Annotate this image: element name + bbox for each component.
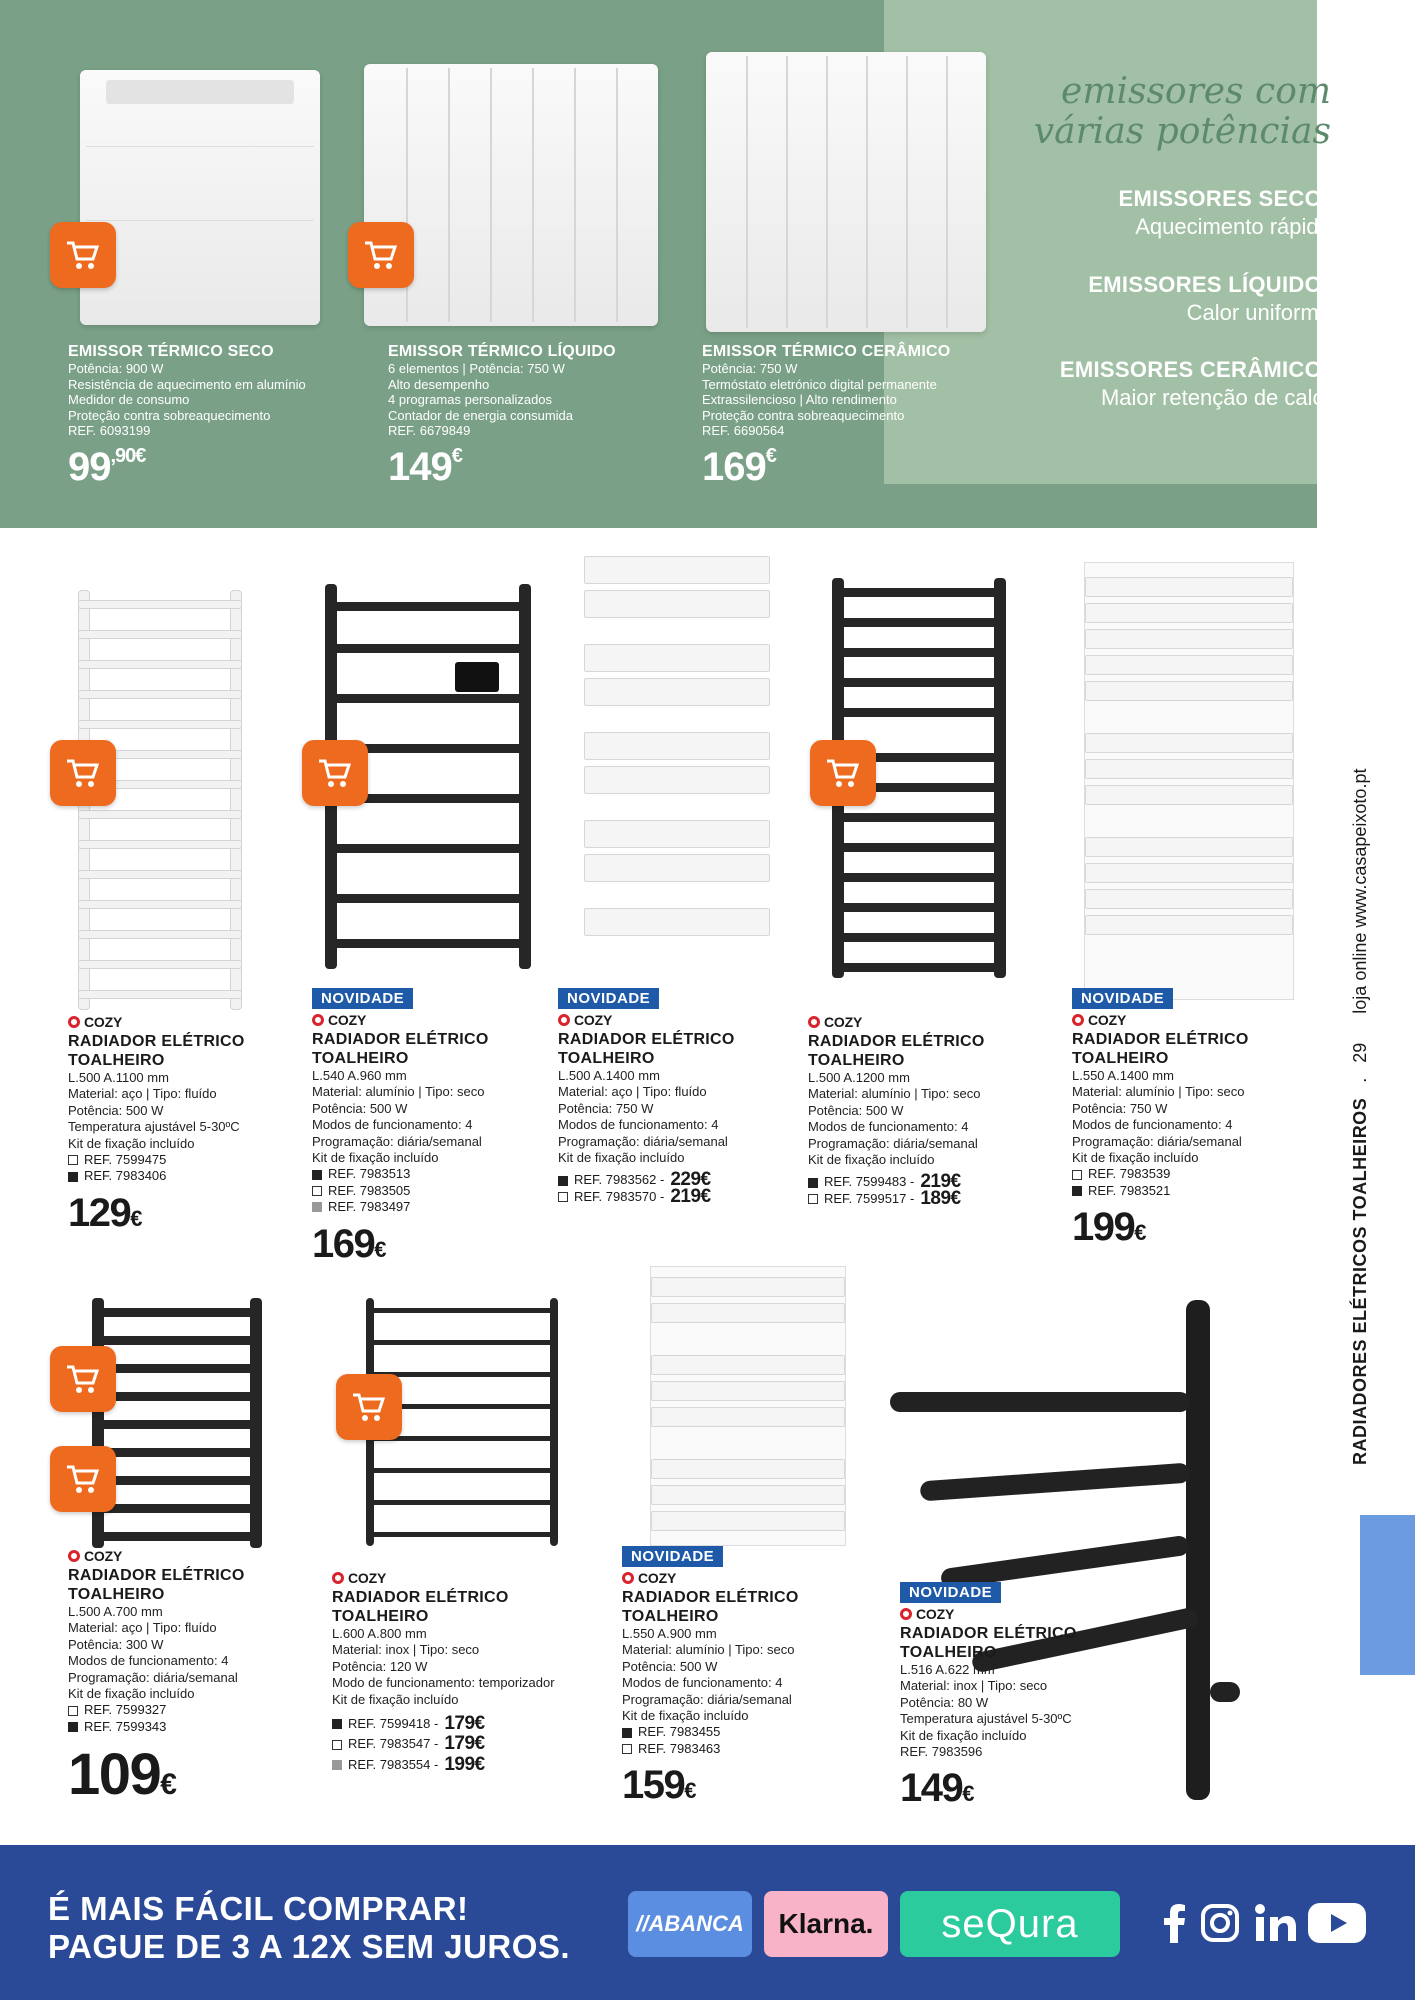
price: 199€ (1072, 1205, 1145, 1250)
shopping-cart-icon (65, 1363, 101, 1395)
radiator-6 (68, 1548, 313, 1808)
spec-line: Kit de fixação incluído (558, 1150, 685, 1166)
variant-price: 179€ (444, 1713, 485, 1735)
spec-line: Programação: diária/semanal (558, 1133, 728, 1149)
spec-line: L.500 A.1200 mm (808, 1070, 910, 1085)
spec-line: Potência: 120 W (332, 1658, 428, 1674)
ref-line: REF. 7983406 (68, 1168, 313, 1184)
ref-line: REF. 7983562 - 229€ (558, 1172, 803, 1188)
spec-line: Potência: 500 W (808, 1102, 904, 1118)
spec-line: L.500 A.1100 mm (68, 1070, 169, 1085)
spec-line: Programação: diária/semanal (1072, 1133, 1242, 1149)
product-name: RADIADOR ELÉTRICO TOALHEIRO (68, 1033, 245, 1069)
price: 109€ (68, 1742, 176, 1808)
spec-line: Material: aço | Tipo: fluído (68, 1086, 217, 1102)
footer-line2: PAGUE DE 3 A 12X SEM JUROS. (48, 1928, 571, 1965)
radiator-3-image (584, 556, 770, 966)
spec-line: L.500 A.1400 mm (558, 1068, 660, 1083)
spec-line: Extrassilencioso | Alto rendimento (702, 392, 897, 407)
variant-price: 219€ (670, 1185, 711, 1207)
linkedin-icon[interactable] (1252, 1898, 1300, 1948)
spec-line: 4 programas personalizados (388, 392, 553, 407)
spec-line: Potência: 500 W (68, 1102, 164, 1118)
product-name: EMISSOR TÉRMICO LÍQUIDO (388, 343, 616, 360)
spec-line: Potência: 750 W (1072, 1100, 1168, 1116)
radiator-8 (622, 1546, 867, 1808)
spec-line: Modos de funcionamento: 4 (558, 1117, 719, 1133)
spec-line: Kit de fixação incluído (332, 1691, 459, 1707)
cart-button[interactable] (810, 740, 876, 806)
radiator-6-image (92, 1298, 262, 1548)
spec-line: Proteção contra sobreaquecimento (68, 407, 271, 423)
spec-line: Programação: diária/semanal (68, 1669, 238, 1685)
color-swatch (1072, 1186, 1082, 1196)
ref-line: REF. 7983596 (900, 1744, 983, 1760)
spec-line: Material: aço | Tipo: fluído (68, 1620, 217, 1636)
color-swatch (558, 1176, 568, 1186)
footer-message (48, 1890, 570, 1966)
emitter-ceramic (702, 343, 1002, 490)
shopping-cart-icon (65, 757, 101, 789)
category-title: RADIADORES ELÉTRICOS TOALHEIROS (1350, 1097, 1370, 1465)
spec-line: Programação: diária/semanal (622, 1691, 792, 1707)
variant-price: 179€ (444, 1733, 485, 1755)
shopping-cart-icon (363, 239, 399, 271)
spec-line: Potência: 80 W (900, 1694, 989, 1710)
brand-logo: COZY (1072, 1012, 1317, 1028)
spec-line: Kit de fixação incluído (68, 1135, 195, 1151)
spec-line: Material: inox | Tipo: seco (900, 1678, 1048, 1694)
spec-line: Potência: 300 W (68, 1636, 164, 1652)
spec-line: Modos de funcionamento: 4 (808, 1119, 969, 1135)
emitter-type-ceramic (1060, 357, 1337, 411)
product-name: RADIADOR ELÉTRICO TOALHEIRO (622, 1589, 799, 1625)
ref-line: REF. 7599327 (68, 1702, 313, 1718)
brand-logo: COZY (622, 1570, 867, 1586)
radiator-3 (558, 988, 803, 1205)
spec-line: Temperatura ajustável 5-30ºC (68, 1119, 240, 1135)
product-name: RADIADOR ELÉTRICO TOALHEIRO (808, 1033, 985, 1069)
spec-line: Modos de funcionamento: 4 (68, 1653, 229, 1669)
ref-line: REF. 7983539 (1072, 1166, 1317, 1182)
color-swatch (622, 1744, 632, 1754)
spec-line: Material: alumínio | Tipo: seco (312, 1084, 485, 1100)
ref-line: REF. 6093199 (68, 423, 151, 438)
spec-line: Kit de fixação incluído (900, 1727, 1027, 1743)
variant-price: 229€ (670, 1169, 711, 1191)
side-tab (1360, 1515, 1415, 1675)
website-link[interactable]: www.casapeixoto.pt (1350, 768, 1370, 928)
spec-line: Modos de funcionamento: 4 (312, 1117, 473, 1133)
spec-line: Material: inox | Tipo: seco (332, 1642, 480, 1658)
spec-line: Potência: 750 W (702, 361, 798, 376)
color-swatch (1072, 1170, 1082, 1180)
shopping-cart-icon (317, 757, 353, 789)
product-name: RADIADOR ELÉTRICO TOALHEIRO (332, 1589, 509, 1625)
spec-line: Kit de fixação incluído (312, 1150, 439, 1166)
spec-line: L.500 A.700 mm (68, 1604, 163, 1619)
emitter-type-heading: EMISSORES SECOS (1118, 186, 1337, 211)
ref-line: REF. 7983570 - 219€ (558, 1189, 803, 1205)
ref-line: REF. 7599418 - 179€ (332, 1716, 577, 1732)
price: 129€ (68, 1190, 141, 1235)
spec-line: Kit de fixação incluído (808, 1152, 935, 1168)
ref-line: REF. 7983455 (622, 1724, 867, 1740)
color-swatch (332, 1760, 342, 1770)
color-swatch (808, 1178, 818, 1188)
emitter-liquid-image (364, 64, 658, 326)
radiator-8-image (650, 1266, 846, 1546)
emitter-liquid (388, 343, 688, 490)
new-badge: NOVIDADE (900, 1582, 1001, 1603)
product-name: RADIADOR ELÉTRICO TOALHEIRO (312, 1031, 489, 1067)
spec-line: Modos de funcionamento: 4 (1072, 1117, 1233, 1133)
shopping-cart-icon (825, 757, 861, 789)
spec-line: Kit de fixação incluído (1072, 1150, 1199, 1166)
spec-line: Proteção contra sobreaquecimento (702, 407, 905, 423)
new-badge: NOVIDADE (622, 1546, 723, 1567)
facebook-icon[interactable] (1160, 1898, 1190, 1948)
swivel-rack (900, 1582, 1145, 1811)
cart-button[interactable] (50, 1446, 116, 1512)
color-swatch (332, 1719, 342, 1729)
ref-line: REF. 6690564 (702, 423, 785, 438)
ref-line: REF. 7599483 - 219€ (808, 1174, 1053, 1190)
brand-logo: COZY (68, 1548, 313, 1564)
spec-line: Contador de energia consumida (388, 407, 574, 423)
ref-line: REF. 7599475 (68, 1152, 313, 1168)
product-name: RADIADOR ELÉTRICO TOALHEIRO (900, 1625, 1077, 1661)
brand-logo: COZY (558, 1012, 803, 1028)
color-swatch (332, 1740, 342, 1750)
script-title (1011, 72, 1331, 152)
radiator-1 (68, 1014, 313, 1236)
color-swatch (312, 1202, 322, 1212)
shopping-cart-icon (351, 1391, 387, 1423)
product-name: RADIADOR ELÉTRICO TOALHEIRO (1072, 1031, 1249, 1067)
spec-line: Programação: diária/semanal (808, 1135, 978, 1151)
product-name: EMISSOR TÉRMICO CERÂMICO (702, 343, 951, 360)
spec-line: Resistência de aquecimento em alumínio (68, 376, 306, 392)
cart-button[interactable] (302, 740, 368, 806)
spec-line: L.550 A.1400 mm (1072, 1068, 1174, 1083)
spec-line: Alto desempenho (388, 376, 490, 392)
emitter-type-dry (1119, 186, 1337, 240)
spec-line: Material: alumínio | Tipo: seco (808, 1086, 981, 1102)
emitter-type-heading: EMISSORES CERÂMICOS (1059, 357, 1337, 382)
color-swatch (558, 1192, 568, 1202)
spec-line: 6 elementos | Potência: 750 W (388, 361, 565, 376)
spec-line: Temperatura ajustável 5-30ºC (900, 1711, 1072, 1727)
ref-line: REF. 7983554 - 199€ (332, 1757, 577, 1773)
color-swatch (808, 1194, 818, 1204)
brand-logo: COZY (900, 1606, 1145, 1622)
cart-button[interactable] (348, 222, 414, 288)
ref-line: REF. 6679849 (388, 423, 471, 438)
brand-logo: COZY (332, 1570, 577, 1586)
script-title-line2: várias potências (1033, 111, 1331, 152)
emitter-type-liquid (1088, 272, 1337, 326)
brand-logo: COZY (312, 1012, 557, 1028)
emitter-dry (68, 343, 368, 490)
product-name: RADIADOR ELÉTRICO TOALHEIRO (558, 1031, 735, 1067)
ref-line: REF. 7983505 (312, 1183, 557, 1199)
emitter-dry-image (80, 70, 320, 325)
spec-line: Material: alumínio | Tipo: seco (622, 1642, 795, 1658)
emitter-type-benefit: Calor uniforme; (1186, 300, 1337, 325)
color-swatch (68, 1155, 78, 1165)
spec-line: Kit de fixação incluído (622, 1708, 749, 1724)
instagram-icon[interactable] (1198, 1898, 1242, 1948)
new-badge: NOVIDADE (312, 988, 413, 1009)
spec-line: L.550 A.900 mm (622, 1626, 717, 1641)
cart-button[interactable] (50, 1346, 116, 1412)
ref-line: REF. 7983463 (622, 1741, 867, 1757)
variant-price: 189€ (920, 1187, 961, 1209)
footer-line1: É MAIS FÁCIL COMPRAR! (48, 1890, 469, 1927)
cart-button[interactable] (50, 740, 116, 806)
price: 169€ (702, 444, 776, 489)
color-swatch (68, 1722, 78, 1732)
new-badge: NOVIDADE (1072, 988, 1173, 1009)
product-name: RADIADOR ELÉTRICO TOALHEIRO (68, 1567, 245, 1603)
ref-line: REF. 7983521 (1072, 1183, 1317, 1199)
price: 149€ (388, 444, 462, 489)
radiator-7 (332, 1570, 577, 1773)
side-running-header (1350, 769, 1371, 1465)
color-swatch (312, 1170, 322, 1180)
ref-line: REF. 7983547 - 179€ (332, 1736, 577, 1752)
spec-line: L.540 A.960 mm (312, 1068, 407, 1083)
price: 149€ (900, 1766, 973, 1811)
radiator-2 (312, 988, 557, 1267)
spec-line: Kit de fixação incluído (68, 1686, 195, 1702)
emitter-type-benefit: Maior retenção de calor. (1100, 385, 1337, 410)
spec-line: Potência: 500 W (622, 1658, 718, 1674)
page-separator: . (1350, 1077, 1370, 1083)
spec-line: Modos de funcionamento: 4 (622, 1675, 783, 1691)
price: 169€ (312, 1221, 385, 1266)
sequra-logo[interactable]: seQura (900, 1891, 1120, 1957)
spec-line: Programação: diária/semanal (312, 1133, 482, 1149)
color-swatch (312, 1186, 322, 1196)
script-title-line1: emissores com (1061, 71, 1331, 112)
ref-line: REF. 7983497 (312, 1199, 557, 1215)
emitter-type-heading: EMISSORES LÍQUIDOS (1088, 272, 1337, 297)
shopping-cart-icon (65, 1463, 101, 1495)
ref-line: REF. 7983513 (312, 1166, 557, 1182)
youtube-icon[interactable] (1304, 1898, 1370, 1948)
klarna-logo[interactable]: Klarna. (764, 1891, 888, 1957)
emitter-type-benefit: Aquecimento rápido; (1135, 214, 1337, 239)
page-number: 29 (1350, 1042, 1370, 1063)
color-swatch (622, 1728, 632, 1738)
price: $99^{,90€}$ (68, 444, 146, 489)
product-name: EMISSOR TÉRMICO SECO (68, 343, 274, 360)
spec-line: Modo de funcionamento: temporizador (332, 1675, 555, 1691)
spec-line: Medidor de consumo (68, 392, 190, 407)
cart-button[interactable] (336, 1374, 402, 1440)
spec-line: Potência: 900 W (68, 361, 164, 376)
radiator-5-image (1084, 562, 1294, 1000)
abanca-logo[interactable]: //ABANCA (628, 1891, 752, 1957)
spec-line: Termóstato eletrónico digital permanente (702, 376, 937, 392)
color-swatch (68, 1172, 78, 1182)
spec-line: L.516 A.622 mm (900, 1662, 995, 1677)
color-swatch (68, 1706, 78, 1716)
radiator-4 (808, 1014, 1053, 1207)
shopping-cart-icon (65, 239, 101, 271)
spec-line: Material: aço | Tipo: fluído (558, 1084, 707, 1100)
spec-line: L.600 A.800 mm (332, 1626, 427, 1641)
new-badge: NOVIDADE (558, 988, 659, 1009)
brand-logo: COZY (808, 1014, 1053, 1030)
variant-price: 219€ (920, 1171, 961, 1193)
radiator-5 (1072, 988, 1317, 1250)
emitter-ceramic-image (706, 52, 986, 332)
ref-line: REF. 7599343 (68, 1719, 313, 1735)
variant-price: 199€ (444, 1753, 485, 1775)
spec-line: Potência: 750 W (558, 1100, 654, 1116)
cart-button[interactable] (50, 222, 116, 288)
shop-label: loja online (1350, 932, 1370, 1014)
ref-line: REF. 7599517 - 189€ (808, 1191, 1053, 1207)
price: 159€ (622, 1763, 695, 1808)
brand-logo: COZY (68, 1014, 313, 1030)
spec-line: Material: alumínio | Tipo: seco (1072, 1084, 1245, 1100)
spec-line: Potência: 500 W (312, 1100, 408, 1116)
